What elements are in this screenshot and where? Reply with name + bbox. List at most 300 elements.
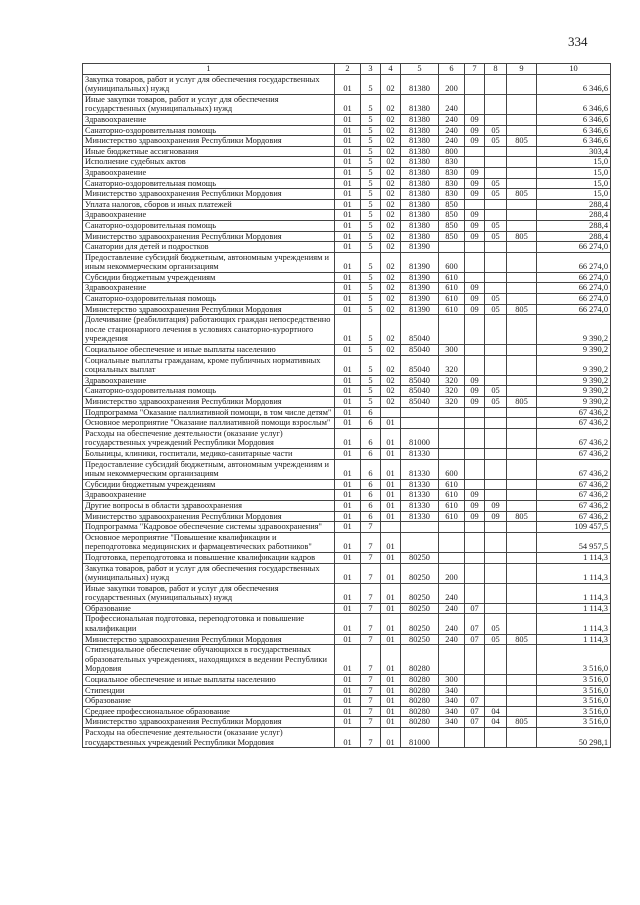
row-target-article: 81390 <box>401 242 439 253</box>
row-ministry <box>507 125 537 136</box>
row-code-1: 01 <box>335 634 361 645</box>
row-section <box>465 418 485 429</box>
row-code-3: 02 <box>381 252 401 272</box>
row-amount: 66 274,0 <box>537 304 611 315</box>
row-ministry <box>507 252 537 272</box>
row-code-3: 01 <box>381 728 401 748</box>
row-code-1: 01 <box>335 728 361 748</box>
row-name: Министерство здравоохранения Республики Мордовия <box>83 634 335 645</box>
row-target-article: 80250 <box>401 552 439 563</box>
row-target-article: 80280 <box>401 645 439 675</box>
row-code-1: 01 <box>335 272 361 283</box>
row-subsection: 09 <box>485 500 507 511</box>
row-expense-type <box>439 242 465 253</box>
row-subsection <box>485 94 507 114</box>
row-subsection <box>485 418 507 429</box>
row-target-article: 81380 <box>401 157 439 168</box>
row-subsection <box>485 355 507 375</box>
row-amount: 9 390,2 <box>537 386 611 397</box>
row-code-3: 02 <box>381 272 401 283</box>
column-header: 3 <box>361 64 381 75</box>
row-code-2: 6 <box>361 479 381 490</box>
row-amount: 288,4 <box>537 220 611 231</box>
row-subsection <box>485 603 507 614</box>
row-code-3: 01 <box>381 552 401 563</box>
table-row <box>83 220 611 231</box>
row-code-1: 01 <box>335 511 361 522</box>
row-amount: 67 436,2 <box>537 511 611 522</box>
row-name: Иные закупки товаров, работ и услуг для обеспечения государственных (муниципальных) нужд <box>83 583 335 603</box>
table-row <box>83 231 611 242</box>
row-code-2: 6 <box>361 407 381 418</box>
row-code-2: 5 <box>361 146 381 157</box>
row-ministry: 805 <box>507 304 537 315</box>
row-code-2: 6 <box>361 500 381 511</box>
row-code-3: 01 <box>381 428 401 448</box>
row-amount: 67 436,2 <box>537 459 611 479</box>
row-name: Субсидии бюджетным учреждениям <box>83 272 335 283</box>
row-amount: 1 114,3 <box>537 583 611 603</box>
row-expense-type: 320 <box>439 355 465 375</box>
row-code-3: 01 <box>381 448 401 459</box>
row-expense-type: 240 <box>439 603 465 614</box>
row-amount: 6 346,6 <box>537 125 611 136</box>
row-expense-type <box>439 552 465 563</box>
row-section: 07 <box>465 717 485 728</box>
row-name: Долечивание (реабилитация) работающих граждан непосредственно после стационарного лечения в условиях санаторно-курортного учреждения <box>83 315 335 345</box>
row-code-2: 7 <box>361 552 381 563</box>
row-ministry <box>507 418 537 429</box>
row-name: Основное мероприятие "Повышение квалификации и переподготовка медицинских и фармацевтических работников" <box>83 532 335 552</box>
table-row <box>83 490 611 501</box>
row-ministry <box>507 696 537 707</box>
row-ministry: 805 <box>507 231 537 242</box>
row-code-1: 01 <box>335 125 361 136</box>
row-code-3: 01 <box>381 459 401 479</box>
row-target-article <box>401 418 439 429</box>
row-expense-type: 610 <box>439 511 465 522</box>
row-subsection <box>485 428 507 448</box>
table-row <box>83 428 611 448</box>
row-code-3: 01 <box>381 418 401 429</box>
row-ministry <box>507 210 537 221</box>
row-code-3: 02 <box>381 231 401 242</box>
row-ministry <box>507 563 537 583</box>
table-row <box>83 407 611 418</box>
row-section <box>465 242 485 253</box>
row-target-article: 85040 <box>401 345 439 356</box>
row-expense-type <box>439 428 465 448</box>
row-code-1: 01 <box>335 345 361 356</box>
row-name: Предоставление субсидий бюджетным, автономным учреждениям и иным некоммерческим организациям <box>83 459 335 479</box>
row-subsection: 05 <box>485 294 507 305</box>
row-section: 09 <box>465 178 485 189</box>
row-code-1: 01 <box>335 407 361 418</box>
row-subsection <box>485 532 507 552</box>
row-expense-type: 800 <box>439 146 465 157</box>
row-code-2: 7 <box>361 685 381 696</box>
row-subsection <box>485 242 507 253</box>
row-code-1: 01 <box>335 532 361 552</box>
row-code-2: 5 <box>361 294 381 305</box>
row-code-2: 5 <box>361 178 381 189</box>
table-row <box>83 397 611 408</box>
row-expense-type <box>439 728 465 748</box>
row-code-3: 01 <box>381 511 401 522</box>
row-ministry <box>507 375 537 386</box>
row-amount: 288,4 <box>537 199 611 210</box>
row-code-3: 02 <box>381 178 401 189</box>
table-row <box>83 283 611 294</box>
row-subsection <box>485 283 507 294</box>
row-subsection: 05 <box>485 125 507 136</box>
row-target-article: 81390 <box>401 294 439 305</box>
row-ministry <box>507 157 537 168</box>
row-name: Социальное обеспечение и иные выплаты населению <box>83 675 335 686</box>
row-code-3: 01 <box>381 583 401 603</box>
table-row <box>83 94 611 114</box>
row-ministry: 805 <box>507 511 537 522</box>
row-name: Здравоохранение <box>83 490 335 501</box>
row-code-1: 01 <box>335 114 361 125</box>
row-name: Образование <box>83 603 335 614</box>
row-target-article: 81390 <box>401 304 439 315</box>
row-code-1: 01 <box>335 490 361 501</box>
row-target-article: 81330 <box>401 511 439 522</box>
row-expense-type: 850 <box>439 199 465 210</box>
row-name: Санаторно-оздоровительная помощь <box>83 294 335 305</box>
row-code-3: 01 <box>381 614 401 634</box>
table-row <box>83 136 611 147</box>
row-target-article: 81380 <box>401 189 439 200</box>
row-code-2: 5 <box>361 210 381 221</box>
row-code-2: 5 <box>361 345 381 356</box>
row-subsection <box>485 114 507 125</box>
row-amount: 67 436,2 <box>537 407 611 418</box>
row-expense-type: 200 <box>439 74 465 94</box>
row-section: 09 <box>465 114 485 125</box>
column-header: 5 <box>401 64 439 75</box>
row-code-2: 5 <box>361 74 381 94</box>
row-ministry <box>507 386 537 397</box>
row-target-article: 85040 <box>401 315 439 345</box>
row-code-1: 01 <box>335 418 361 429</box>
row-subsection <box>485 252 507 272</box>
row-code-1: 01 <box>335 74 361 94</box>
row-name: Санатории для детей и подростков <box>83 242 335 253</box>
row-code-3: 02 <box>381 167 401 178</box>
row-target-article: 85040 <box>401 397 439 408</box>
row-amount: 3 516,0 <box>537 675 611 686</box>
row-ministry <box>507 407 537 418</box>
row-section <box>465 315 485 345</box>
row-name: Санаторно-оздоровительная помощь <box>83 386 335 397</box>
row-expense-type: 830 <box>439 157 465 168</box>
row-code-3: 02 <box>381 304 401 315</box>
row-section: 09 <box>465 136 485 147</box>
page-number: 334 <box>568 34 588 49</box>
row-expense-type: 340 <box>439 706 465 717</box>
row-code-3: 02 <box>381 386 401 397</box>
table-row <box>83 178 611 189</box>
row-target-article: 81380 <box>401 125 439 136</box>
row-subsection: 05 <box>485 189 507 200</box>
row-code-1: 01 <box>335 552 361 563</box>
row-code-2: 5 <box>361 94 381 114</box>
row-code-2: 7 <box>361 675 381 686</box>
row-code-3: 01 <box>381 490 401 501</box>
row-section: 09 <box>465 125 485 136</box>
row-code-1: 01 <box>335 178 361 189</box>
row-code-3: 01 <box>381 675 401 686</box>
row-code-1: 01 <box>335 696 361 707</box>
table-row <box>83 459 611 479</box>
row-subsection <box>485 459 507 479</box>
row-target-article: 81330 <box>401 479 439 490</box>
row-code-1: 01 <box>335 397 361 408</box>
row-amount: 3 516,0 <box>537 696 611 707</box>
row-code-2: 5 <box>361 355 381 375</box>
row-name: Здравоохранение <box>83 210 335 221</box>
row-section <box>465 685 485 696</box>
row-expense-type: 320 <box>439 386 465 397</box>
row-target-article: 81380 <box>401 178 439 189</box>
row-section <box>465 272 485 283</box>
row-name: Социальные выплаты гражданам, кроме публичных нормативных социальных выплат <box>83 355 335 375</box>
row-code-2: 7 <box>361 717 381 728</box>
row-expense-type: 610 <box>439 500 465 511</box>
row-target-article: 81380 <box>401 136 439 147</box>
row-section <box>465 563 485 583</box>
row-code-2: 5 <box>361 304 381 315</box>
row-section: 09 <box>465 231 485 242</box>
row-code-3: 01 <box>381 532 401 552</box>
row-code-2: 7 <box>361 706 381 717</box>
table-row <box>83 500 611 511</box>
row-name: Стипендиальное обеспечение обучающихся в государственных образовательных учреждениях, находящихся в ведении Республики Мордовия <box>83 645 335 675</box>
row-amount: 9 390,2 <box>537 375 611 386</box>
table-row <box>83 696 611 707</box>
row-section: 09 <box>465 294 485 305</box>
row-name: Исполнение судебных актов <box>83 157 335 168</box>
row-section <box>465 583 485 603</box>
row-code-1: 01 <box>335 614 361 634</box>
row-subsection: 05 <box>485 386 507 397</box>
row-amount: 9 390,2 <box>537 315 611 345</box>
row-expense-type <box>439 532 465 552</box>
row-amount: 3 516,0 <box>537 685 611 696</box>
row-expense-type: 240 <box>439 583 465 603</box>
row-code-1: 01 <box>335 157 361 168</box>
row-code-1: 01 <box>335 685 361 696</box>
row-amount: 3 516,0 <box>537 717 611 728</box>
row-ministry <box>507 614 537 634</box>
row-code-2: 6 <box>361 428 381 448</box>
row-code-2: 5 <box>361 252 381 272</box>
row-subsection: 05 <box>485 614 507 634</box>
row-code-2: 5 <box>361 386 381 397</box>
row-expense-type: 610 <box>439 490 465 501</box>
row-expense-type: 320 <box>439 375 465 386</box>
row-target-article: 80250 <box>401 603 439 614</box>
row-code-3: 02 <box>381 375 401 386</box>
row-expense-type: 850 <box>439 210 465 221</box>
row-section <box>465 94 485 114</box>
row-code-1: 01 <box>335 189 361 200</box>
row-name: Подготовка, переподготовка и повышение квалификации кадров <box>83 552 335 563</box>
row-expense-type: 240 <box>439 614 465 634</box>
row-section: 09 <box>465 189 485 200</box>
row-code-2: 7 <box>361 645 381 675</box>
row-code-1: 01 <box>335 199 361 210</box>
row-section <box>465 645 485 675</box>
row-code-1: 01 <box>335 717 361 728</box>
row-code-3: 02 <box>381 220 401 231</box>
row-code-3: 02 <box>381 114 401 125</box>
row-code-2: 6 <box>361 418 381 429</box>
row-expense-type: 340 <box>439 717 465 728</box>
row-amount: 67 436,2 <box>537 479 611 490</box>
row-name: Подпрограмма "Кадровое обеспечение системы здравоохранения" <box>83 522 335 533</box>
row-expense-type: 300 <box>439 675 465 686</box>
row-code-2: 5 <box>361 315 381 345</box>
row-ministry <box>507 94 537 114</box>
row-section: 07 <box>465 706 485 717</box>
row-code-3 <box>381 522 401 533</box>
row-code-3: 01 <box>381 603 401 614</box>
row-subsection: 05 <box>485 136 507 147</box>
row-expense-type <box>439 645 465 675</box>
row-expense-type: 610 <box>439 479 465 490</box>
row-code-3: 01 <box>381 500 401 511</box>
table-row <box>83 717 611 728</box>
row-target-article: 81330 <box>401 490 439 501</box>
row-amount: 67 436,2 <box>537 418 611 429</box>
row-code-1: 01 <box>335 315 361 345</box>
table-row <box>83 552 611 563</box>
row-expense-type: 850 <box>439 231 465 242</box>
row-section <box>465 146 485 157</box>
row-name: Основное мероприятие "Оказание паллиативной помощи взрослым" <box>83 418 335 429</box>
row-name: Здравоохранение <box>83 375 335 386</box>
row-name: Министерство здравоохранения Республики Мордовия <box>83 231 335 242</box>
row-target-article: 81390 <box>401 252 439 272</box>
row-amount: 66 274,0 <box>537 252 611 272</box>
table-row <box>83 603 611 614</box>
row-name: Министерство здравоохранения Республики Мордовия <box>83 304 335 315</box>
row-section: 09 <box>465 304 485 315</box>
row-target-article: 81380 <box>401 74 439 94</box>
row-subsection <box>485 583 507 603</box>
row-target-article: 85040 <box>401 375 439 386</box>
table-row <box>83 272 611 283</box>
row-amount: 9 390,2 <box>537 345 611 356</box>
row-code-3: 02 <box>381 294 401 305</box>
table-row <box>83 199 611 210</box>
table-row <box>83 167 611 178</box>
row-section <box>465 532 485 552</box>
column-header: 7 <box>465 64 485 75</box>
row-ministry <box>507 220 537 231</box>
row-ministry <box>507 479 537 490</box>
row-code-3: 02 <box>381 397 401 408</box>
row-code-3: 01 <box>381 696 401 707</box>
row-code-2: 5 <box>361 283 381 294</box>
table-row <box>83 614 611 634</box>
row-target-article: 81380 <box>401 146 439 157</box>
row-target-article: 81380 <box>401 199 439 210</box>
row-name: Стипендии <box>83 685 335 696</box>
row-code-3: 02 <box>381 189 401 200</box>
table-row <box>83 315 611 345</box>
row-subsection: 05 <box>485 304 507 315</box>
row-code-2: 7 <box>361 583 381 603</box>
row-code-2: 7 <box>361 728 381 748</box>
row-code-3: 01 <box>381 706 401 717</box>
row-name: Расходы на обеспечение деятельности (оказание услуг) государственных учреждений Республики Мордовия <box>83 728 335 748</box>
row-name: Министерство здравоохранения Республики Мордовия <box>83 511 335 522</box>
row-subsection: 05 <box>485 397 507 408</box>
row-name: Среднее профессиональное образование <box>83 706 335 717</box>
row-ministry <box>507 490 537 501</box>
row-name: Министерство здравоохранения Республики Мордовия <box>83 189 335 200</box>
row-target-article: 81330 <box>401 448 439 459</box>
row-code-1: 01 <box>335 645 361 675</box>
row-section <box>465 479 485 490</box>
table-row <box>83 386 611 397</box>
row-expense-type: 610 <box>439 272 465 283</box>
row-name: Подпрограмма "Оказание паллиативной помощи, в том числе детям" <box>83 407 335 418</box>
row-ministry <box>507 706 537 717</box>
row-code-3 <box>381 407 401 418</box>
row-subsection: 04 <box>485 717 507 728</box>
row-subsection: 05 <box>485 220 507 231</box>
table-row <box>83 242 611 253</box>
table-row <box>83 675 611 686</box>
row-code-1: 01 <box>335 220 361 231</box>
row-name: Расходы на обеспечение деятельности (оказание услуг) государственных учреждений Республики Мордовия <box>83 428 335 448</box>
row-amount: 54 957,5 <box>537 532 611 552</box>
row-code-1: 01 <box>335 210 361 221</box>
row-expense-type: 610 <box>439 294 465 305</box>
row-name: Уплата налогов, сборов и иных платежей <box>83 199 335 210</box>
row-name: Здравоохранение <box>83 114 335 125</box>
row-code-1: 01 <box>335 386 361 397</box>
row-name: Закупка товаров, работ и услуг для обеспечения государственных (муниципальных) нужд <box>83 74 335 94</box>
row-subsection <box>485 146 507 157</box>
row-ministry: 805 <box>507 189 537 200</box>
row-code-1: 01 <box>335 563 361 583</box>
row-code-1: 01 <box>335 294 361 305</box>
row-subsection <box>485 479 507 490</box>
row-section <box>465 728 485 748</box>
table-row <box>83 728 611 748</box>
row-ministry: 805 <box>507 136 537 147</box>
row-name: Иные закупки товаров, работ и услуг для обеспечения государственных (муниципальных) нужд <box>83 94 335 114</box>
row-subsection: 05 <box>485 231 507 242</box>
table-row <box>83 294 611 305</box>
row-subsection <box>485 645 507 675</box>
row-code-1: 01 <box>335 375 361 386</box>
row-section <box>465 675 485 686</box>
row-ministry <box>507 178 537 189</box>
row-ministry: 805 <box>507 717 537 728</box>
row-section <box>465 345 485 356</box>
row-code-2: 7 <box>361 563 381 583</box>
row-amount: 6 346,6 <box>537 136 611 147</box>
row-section: 09 <box>465 490 485 501</box>
row-amount: 288,4 <box>537 210 611 221</box>
